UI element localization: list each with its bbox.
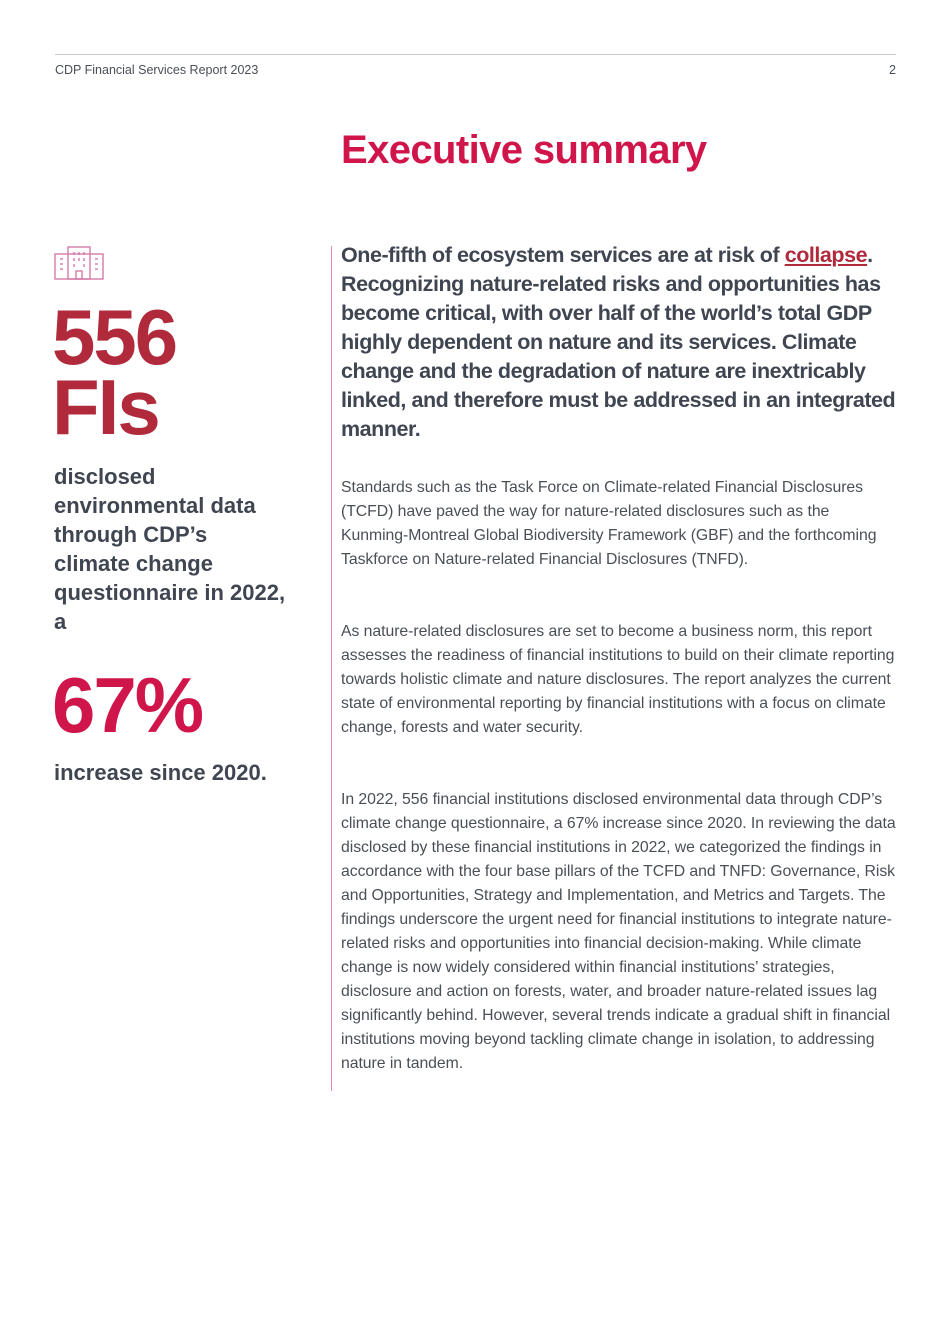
column-divider	[331, 246, 332, 1091]
lead-text-part-1: One-fifth of ecosystem services are at risk of	[341, 243, 785, 267]
stat-556-value: 556	[52, 293, 177, 381]
stat-556-fis	[52, 293, 177, 451]
stat-67-description: increase since 2020.	[54, 760, 267, 785]
stat-67-percent: 67%	[52, 661, 203, 749]
lead-paragraph	[341, 241, 901, 444]
stat-556-description: disclosed environmental data through CDP’s climate change questionnaire in 2022, a	[54, 464, 286, 634]
building-icon	[54, 246, 104, 280]
body-paragraph-1: Standards such as the Task Force on Climate-related Financial Disclosures (TCFD) have paved the way for nature-related disclosures such as the Kunming-Montreal Global Biodiversity Framework (GBF) and the forthcoming Taskforce on Nature-related Financial Disclosures (TNFD).	[341, 479, 877, 568]
body-paragraph-2: As nature-related disclosures are set to become a business norm, this report assesses the readiness of financial institutions to build on their climate reporting towards holistic climate and nature disclosures. The report analyzes the current state of environmental reporting by financial institutions with a focus on climate change, forests and water security.	[341, 623, 895, 736]
lead-text-part-2: . Recognizing nature-related risks and opportunities has become critical, with over half of the world’s total GDP highly dependent on nature and its services. Climate change and the degradation of nature are inextricably linked, and therefore must be addressed in an integrated manner.	[341, 243, 896, 441]
body-paragraph-3: In 2022, 556 financial institutions disclosed environmental data through CDP’s climate change questionnaire, a 67% increase since 2020. In reviewing the data disclosed by these financial institutions in 2022, we categorized the findings in accordance with the four base pillars of the TCFD and TNFD: Governance, Risk and Opportunities, Strategy and Implementation, and Metrics and Targets. The findings underscore the urgent need for financial institutions to integrate nature-related risks and opportunities into financial decision-making. While climate change is now widely considered within financial institutions’ strategies, disclosure and action on forests, water, and broader nature-related issues lag significantly behind. However, several trends indicate a gradual shift in financial institutions moving beyond tackling climate change in isolation, to addressing nature in tandem.	[341, 791, 896, 1072]
header-rule	[55, 54, 896, 55]
page-heading: Executive summary	[341, 128, 707, 172]
stat-556-unit: FIs	[52, 363, 159, 451]
report-title: CDP Financial Services Report 2023	[55, 63, 259, 77]
collapse-link[interactable]: collapse	[784, 243, 868, 267]
page-number: 2	[889, 63, 896, 77]
